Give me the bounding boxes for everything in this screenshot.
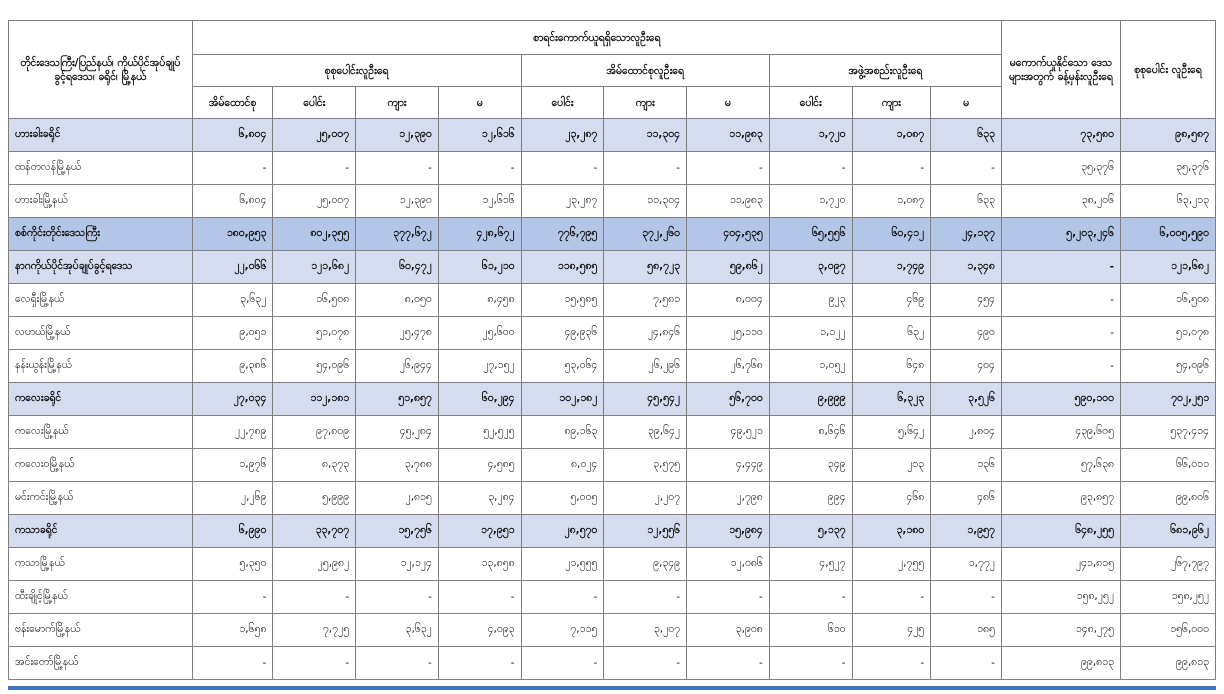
value-cell: ၆၀,၄၁၂ — [852, 218, 931, 251]
value-cell: ၂,၂၆၉ — [192, 482, 273, 515]
value-cell: ၁၈၀,၉၅၃ — [192, 218, 273, 251]
value-cell: ၁၁,၉၈၃ — [687, 185, 770, 218]
value-cell: ၉၉၄ — [769, 482, 852, 515]
value-cell: ၅,၂၀၃,၂၄၆ — [1001, 218, 1120, 251]
value-cell: ၁၂,၃၉၀ — [356, 119, 439, 152]
table-row — [9, 548, 1216, 581]
value-cell: ၃,၉၀၈ — [687, 614, 770, 647]
value-cell: ၆,၉၉၀ — [192, 515, 273, 548]
value-cell: ၆,၈၀၄ — [192, 119, 273, 152]
value-cell: - — [931, 647, 1002, 680]
value-cell: ၁၅၈,၂၅၂ — [1120, 581, 1215, 614]
value-cell: ၈,၀၅၀ — [356, 284, 439, 317]
value-cell: ၄,၅၈၅ — [438, 449, 521, 482]
value-cell: ၁၃,၈၅၈ — [438, 548, 521, 581]
table-row — [9, 416, 1216, 449]
value-cell: - — [604, 581, 687, 614]
value-cell: ၅,၁၃၇ — [769, 515, 852, 548]
population-table — [8, 20, 1216, 680]
table-row — [9, 647, 1216, 680]
population-table-container — [8, 20, 1216, 680]
value-cell: ၂,၂၀၇ — [604, 482, 687, 515]
value-cell: ၃,၀၉၇ — [769, 251, 852, 284]
value-cell: ၂၃,၂၈၇ — [521, 185, 604, 218]
table-row — [9, 284, 1216, 317]
value-cell: - — [769, 647, 852, 680]
value-cell: ၂,၇၉၈ — [687, 482, 770, 515]
value-cell: ၁,၃၄၈ — [931, 251, 1002, 284]
value-cell: ၄၀၄ — [931, 350, 1002, 383]
value-cell: ၆၁၀ — [769, 614, 852, 647]
value-cell: ၅၈,၇၂၃ — [604, 251, 687, 284]
table-row — [9, 350, 1216, 383]
value-cell: - — [769, 152, 852, 185]
value-cell: ၁၈၅ — [931, 614, 1002, 647]
header-enumerated-population: စာရင်းကောက်ယူရရှိသောလူဦးရေ — [192, 21, 1001, 55]
row-label-cell: အင်းတော်မြို့နယ် — [9, 647, 193, 680]
value-cell: ၂၅,၁၁၀ — [687, 317, 770, 350]
value-cell: ၁,၀၈၇ — [852, 185, 931, 218]
value-cell: ၆၃,၂၁၃ — [1120, 185, 1215, 218]
value-cell: ၅၃၇,၄၁၄ — [1120, 416, 1215, 449]
header-female: မ — [931, 87, 1002, 119]
row-label-cell: ဟားခါးမြို့နယ် — [9, 185, 193, 218]
value-cell: - — [521, 647, 604, 680]
region-row — [9, 515, 1216, 548]
value-cell: ၄,၄၄၉ — [687, 449, 770, 482]
table-row — [9, 449, 1216, 482]
table-body — [9, 119, 1216, 680]
value-cell: ၂၇,၀၃၄ — [192, 383, 273, 416]
value-cell: - — [769, 581, 852, 614]
value-cell: ၄၂၅ — [852, 614, 931, 647]
value-cell: ၄၃၉,၆၀၅ — [1001, 416, 1120, 449]
value-cell: ၉၉,၈၀၆ — [1120, 482, 1215, 515]
value-cell: - — [356, 647, 439, 680]
value-cell: ၃,၅၇၅ — [604, 449, 687, 482]
value-cell: ၄၆၈ — [852, 482, 931, 515]
value-cell: ၇,၇၂၅ — [273, 614, 356, 647]
value-cell: ၁၂,၆၁၆ — [438, 119, 521, 152]
value-cell: ၆၁,၂၁၀ — [438, 251, 521, 284]
value-cell: ၉၂၃ — [769, 284, 852, 317]
value-cell: - — [604, 647, 687, 680]
value-cell: ၄၆၉ — [852, 284, 931, 317]
value-cell: ၉,၃၄၉ — [604, 548, 687, 581]
value-cell: ၂၃,၂၈၇ — [521, 119, 604, 152]
header-total: ပေါင်း — [273, 87, 356, 119]
value-cell: ၅၉၀,၁၀၀ — [1001, 383, 1120, 416]
value-cell: ၆,၃၂၃ — [852, 383, 931, 416]
value-cell: ၁,၇၇၂ — [931, 548, 1002, 581]
row-label-cell: ကလေးမြို့နယ် — [9, 416, 193, 449]
value-cell: - — [852, 647, 931, 680]
value-cell: ၂၇,၁၅၂ — [438, 350, 521, 383]
value-cell: ၁၁,၃၀၄ — [604, 185, 687, 218]
value-cell: ၃,၇၈၈ — [356, 449, 439, 482]
header-female: မ — [687, 87, 770, 119]
value-cell: - — [852, 581, 931, 614]
value-cell: ၂၅,၀၀၇ — [273, 119, 356, 152]
value-cell: ၉,၀၅၁ — [192, 317, 273, 350]
value-cell: - — [852, 152, 931, 185]
value-cell: ၉၉,၈၁၃ — [1001, 647, 1120, 680]
value-cell: ၂၆,၇၆၈ — [687, 350, 770, 383]
bottom-border-bar — [8, 686, 1216, 690]
value-cell: - — [1001, 284, 1120, 317]
value-cell: ၄၅၄ — [931, 284, 1002, 317]
value-cell: ၂၅,၆၀၀ — [438, 317, 521, 350]
value-cell: ၂၁,၅၅၅ — [521, 548, 604, 581]
value-cell: ၁၀၂,၁၈၂ — [521, 383, 604, 416]
value-cell: ၂၅,၄၇၈ — [356, 317, 439, 350]
value-cell: ၃၈,၂၀၆ — [1001, 185, 1120, 218]
header-female: မ — [438, 87, 521, 119]
value-cell: ၆၄၈,၂၅၅ — [1001, 515, 1120, 548]
row-label-cell: ဟားခါးခရိုင် — [9, 119, 193, 152]
value-cell: ၂,၈၁၅ — [356, 482, 439, 515]
row-label-cell: လေရှီးမြို့နယ် — [9, 284, 193, 317]
value-cell: - — [931, 581, 1002, 614]
row-label-cell: ထန်တလန်မြို့နယ် — [9, 152, 193, 185]
value-cell: ၂၅,၉၈၂ — [273, 548, 356, 581]
value-cell: ၅၆,၇၀၀ — [687, 383, 770, 416]
value-cell: ၆၄၈ — [852, 350, 931, 383]
value-cell: - — [273, 647, 356, 680]
header-total: ပေါင်း — [769, 87, 852, 119]
table-row — [9, 185, 1216, 218]
value-cell: ၃၅,၃၇၆ — [1120, 152, 1215, 185]
header-institutional-population: အဖွဲ့အစည်းလူဦးရေ — [769, 55, 1001, 87]
value-cell: - — [687, 152, 770, 185]
value-cell: ၄,၀၉၃ — [438, 614, 521, 647]
value-cell: ၄၅,၅၄၂ — [604, 383, 687, 416]
value-cell: ၆၀,၂၉၄ — [438, 383, 521, 416]
value-cell: ၁၆,၅၀၈ — [1120, 284, 1215, 317]
value-cell: ၃,၂၈၄ — [438, 482, 521, 515]
value-cell: ၅၂,၅၂၅ — [438, 416, 521, 449]
value-cell: ၂၁၃ — [852, 449, 931, 482]
value-cell: ၂၈,၅၇၀ — [521, 515, 604, 548]
value-cell: ၄၉,၉၃၆ — [521, 317, 604, 350]
value-cell: ၁,၉၇၆ — [192, 449, 273, 482]
value-cell: - — [1001, 317, 1120, 350]
value-cell: ၆၈၁,၉၆၂ — [1120, 515, 1215, 548]
value-cell: ၁၁,၉၈၃ — [687, 119, 770, 152]
value-cell: ၉,၉၉၉ — [769, 383, 852, 416]
value-cell: ၇,၅၈၁ — [604, 284, 687, 317]
value-cell: ၁,၀၈၇ — [852, 119, 931, 152]
total-row — [9, 218, 1216, 251]
value-cell: ၅၄,၀၉၆ — [273, 350, 356, 383]
value-cell: ၁၅၆,၀၀၀ — [1120, 614, 1215, 647]
header-grand-total: စုစုပေါင်း လူဦးရေ — [1120, 21, 1215, 119]
value-cell: - — [273, 152, 356, 185]
value-cell: ၂,၈၀၄ — [931, 416, 1002, 449]
value-cell: ၃,၆၃၂ — [356, 614, 439, 647]
value-cell: - — [356, 581, 439, 614]
value-cell: ၁,၁၂၂ — [769, 317, 852, 350]
value-cell: ၆၃၃ — [931, 185, 1002, 218]
header-region-column: တိုင်းဒေသကြီး/ပြည်နယ်၊ ကိုယ်ပိုင်အုပ်ချုပ်ခွင့်ရဒေသ၊ ခရိုင်၊ မြို့နယ် — [9, 21, 193, 119]
value-cell: ၇၃,၅၈၀ — [1001, 119, 1120, 152]
value-cell: ၂၆,၉၄၄ — [356, 350, 439, 383]
value-cell: - — [438, 647, 521, 680]
region-row — [9, 383, 1216, 416]
value-cell: ၁၁,၃၀၄ — [604, 119, 687, 152]
value-cell: ၉,၃၈၆ — [192, 350, 273, 383]
value-cell: ၂၄,၈၄၆ — [604, 317, 687, 350]
value-cell: ၁,၇၂၀ — [769, 119, 852, 152]
value-cell: ၈,၀၂၄ — [521, 449, 604, 482]
value-cell: ၁၂,၁၂၄ — [356, 548, 439, 581]
row-label-cell: လဟယ်မြို့နယ် — [9, 317, 193, 350]
value-cell: ၈၀၂,၃၅၅ — [273, 218, 356, 251]
value-cell: ၃၇၂,၂၆၀ — [604, 218, 687, 251]
value-cell: ၉၉,၈၁၃ — [1120, 647, 1215, 680]
value-cell: - — [521, 152, 604, 185]
value-cell: ၄,၅၂၇ — [769, 548, 852, 581]
value-cell: - — [273, 581, 356, 614]
value-cell: ၁၄၈,၂၇၅ — [1001, 614, 1120, 647]
value-cell: ၅,၀၀၅ — [521, 482, 604, 515]
value-cell: - — [192, 152, 273, 185]
value-cell: ၃,၂၀၇ — [604, 614, 687, 647]
value-cell: ၁,၆၅၈ — [192, 614, 273, 647]
value-cell: ၃၇၇,၆၇၂ — [356, 218, 439, 251]
value-cell: ၁၃၆ — [931, 449, 1002, 482]
value-cell: - — [1001, 251, 1120, 284]
value-cell: - — [192, 647, 273, 680]
value-cell: - — [438, 581, 521, 614]
value-cell: ၂၄,၁၃၇ — [931, 218, 1002, 251]
value-cell: ၁၇,၉၅၁ — [438, 515, 521, 548]
value-cell: ၃၅,၃၇၆ — [1001, 152, 1120, 185]
value-cell: - — [438, 152, 521, 185]
header-male: ကျား — [604, 87, 687, 119]
value-cell: ၁၂၁,၆၈၂ — [273, 251, 356, 284]
row-label-cell: ကလေးခရိုင် — [9, 383, 193, 416]
value-cell: ၅၉,၈၆၂ — [687, 251, 770, 284]
value-cell: ၅၇,၆၃၈ — [1001, 449, 1120, 482]
value-cell: ၁၆,၅၀၈ — [273, 284, 356, 317]
row-label-cell: ထီးချိုင့်မြို့နယ် — [9, 581, 193, 614]
value-cell: ၄၉၀ — [931, 317, 1002, 350]
row-label-cell: နာဂကိုယ်ပိုင်အုပ်ချုပ်ခွင့်ရဒေသ — [9, 251, 193, 284]
header-male: ကျား — [356, 87, 439, 119]
value-cell: ၄၀၄,၅၃၅ — [687, 218, 770, 251]
value-cell: ၆၆,၀၁၁ — [1120, 449, 1215, 482]
value-cell: ၈,၆၄၆ — [769, 416, 852, 449]
region-row — [9, 251, 1216, 284]
value-cell: ၂၂,၀၆၆ — [192, 251, 273, 284]
value-cell: ၁၅၈,၂၅၂ — [1001, 581, 1120, 614]
table-row — [9, 614, 1216, 647]
value-cell: ၃,၅၂၆ — [931, 383, 1002, 416]
value-cell: ၅၁,၈၅၇ — [356, 383, 439, 416]
value-cell: ၆,၀၀၅,၅၉၀ — [1120, 218, 1215, 251]
value-cell: ၉၃,၈၅၇ — [1001, 482, 1120, 515]
value-cell: - — [1001, 350, 1120, 383]
value-cell: ၆၅,၅၅၆ — [769, 218, 852, 251]
value-cell: - — [192, 581, 273, 614]
value-cell: ၂၆၇,၇၉၇ — [1120, 548, 1215, 581]
value-cell: ၅,၆၄၂ — [852, 416, 931, 449]
value-cell: ၁၁၂,၁၈၁ — [273, 383, 356, 416]
value-cell: ၃၃,၇၀၇ — [273, 515, 356, 548]
value-cell: ၅၁,၀၇၈ — [273, 317, 356, 350]
value-cell: ၁,၇၄၉ — [852, 251, 931, 284]
value-cell: ၇၀၂,၂၅၁ — [1120, 383, 1215, 416]
value-cell: ၉၈,၅၈၇ — [1120, 119, 1215, 152]
value-cell: ၅,၃၅၀ — [192, 548, 273, 581]
value-cell: ၁၂,၀၈၆ — [687, 548, 770, 581]
row-label-cell: ကလေးဝမြို့နယ် — [9, 449, 193, 482]
value-cell: ၁၂,၃၉၀ — [356, 185, 439, 218]
table-row — [9, 581, 1216, 614]
value-cell: ၁,၇၂၀ — [769, 185, 852, 218]
value-cell: ၂၅,၀၀၇ — [273, 185, 356, 218]
value-cell: ၃၉,၆၄၂ — [604, 416, 687, 449]
header-households: အိမ်ထောင်စု — [192, 87, 273, 119]
value-cell: - — [356, 152, 439, 185]
row-label-cell: စစ်ကိုင်းတိုင်းဒေသကြီး — [9, 218, 193, 251]
value-cell: ၂၄၁,၈၁၅ — [1001, 548, 1120, 581]
value-cell: ၁၅,၉၈၄ — [687, 515, 770, 548]
header-total-population: စုစုပေါင်းလူဦးရေ — [192, 55, 521, 87]
value-cell: ၃,၆၃၂ — [192, 284, 273, 317]
value-cell: ၆,၈၀၄ — [192, 185, 273, 218]
value-cell: ၄၉,၅၂၁ — [687, 416, 770, 449]
value-cell: ၇၇၆,၇၉၅ — [521, 218, 604, 251]
table-row — [9, 152, 1216, 185]
table-row — [9, 317, 1216, 350]
value-cell: ၁၂၁,၆၈၂ — [1120, 251, 1215, 284]
row-label-cell: ဗန်းမောက်မြို့နယ် — [9, 614, 193, 647]
row-label-cell: နန်းယွန်းမြို့နယ် — [9, 350, 193, 383]
value-cell: ၂,၇၅၅ — [852, 548, 931, 581]
value-cell: ၂၂,၇၈၉ — [192, 416, 273, 449]
value-cell: - — [604, 152, 687, 185]
value-cell: ၈၉,၁၆၃ — [521, 416, 604, 449]
value-cell: ၁၂,၆၁၆ — [438, 185, 521, 218]
row-label-cell: ကသာမြို့နယ် — [9, 548, 193, 581]
header-household-population: အိမ်ထောင်စုလူဦးရေ — [521, 55, 769, 87]
value-cell: ၆၀,၄၇၂ — [356, 251, 439, 284]
value-cell: ၁,၉၅၇ — [931, 515, 1002, 548]
value-cell: ၅၁,၀၇၈ — [1120, 317, 1215, 350]
value-cell: ၅၃,၀၆၄ — [521, 350, 604, 383]
value-cell: ၈,၄၅၈ — [438, 284, 521, 317]
value-cell: - — [521, 581, 604, 614]
value-cell: ၁၁၈,၅၈၅ — [521, 251, 604, 284]
value-cell: ၃၄၉ — [769, 449, 852, 482]
value-cell: ၁၅,၅၈၅ — [521, 284, 604, 317]
value-cell: ၉၇,၈၀၉ — [273, 416, 356, 449]
header-total: ပေါင်း — [521, 87, 604, 119]
value-cell: ၈,၃၇၃ — [273, 449, 356, 482]
value-cell: ၁၅,၇၅၆ — [356, 515, 439, 548]
value-cell: ၅,၉၉၉ — [273, 482, 356, 515]
value-cell: - — [687, 647, 770, 680]
header-not-enumerated-estimate: မကောက်ယူနိုင်သော ဒေသများအတွက် ခန့်မှန်းလူဦးရေ — [1001, 21, 1120, 119]
table-header — [9, 21, 1216, 119]
value-cell: ၂၆,၂၉၆ — [604, 350, 687, 383]
header-male: ကျား — [852, 87, 931, 119]
value-cell: ၄၅,၂၈၄ — [356, 416, 439, 449]
value-cell: ၁၂,၅၅၆ — [604, 515, 687, 548]
value-cell: ၇,၁၁၅ — [521, 614, 604, 647]
value-cell: ၆၃၃ — [931, 119, 1002, 152]
value-cell: - — [931, 152, 1002, 185]
value-cell: ၁,၀၅၂ — [769, 350, 852, 383]
table-row — [9, 482, 1216, 515]
value-cell: ၄၂၈,၆၇၂ — [438, 218, 521, 251]
region-row — [9, 119, 1216, 152]
value-cell: ၆၃၂ — [852, 317, 931, 350]
value-cell: ၄၈၆ — [931, 482, 1002, 515]
value-cell: ၈,၀၀၄ — [687, 284, 770, 317]
row-label-cell: ကသာခရိုင် — [9, 515, 193, 548]
value-cell: - — [687, 581, 770, 614]
row-label-cell: မင်းကင်းမြို့နယ် — [9, 482, 193, 515]
value-cell: ၃,၁၈၀ — [852, 515, 931, 548]
value-cell: ၅၄,၀၉၆ — [1120, 350, 1215, 383]
